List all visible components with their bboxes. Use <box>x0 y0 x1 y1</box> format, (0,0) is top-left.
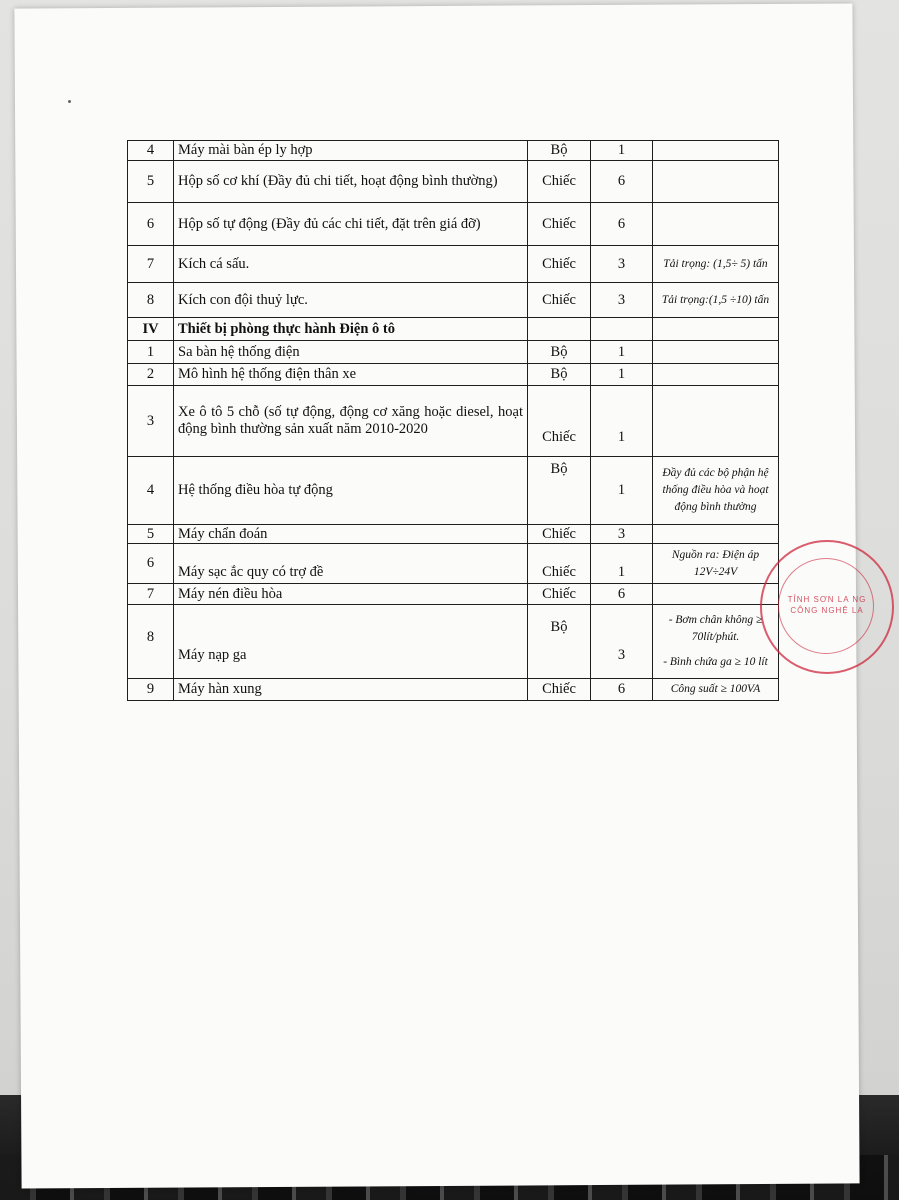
red-stamp <box>760 540 894 674</box>
table-row <box>128 141 779 161</box>
table-row <box>128 246 779 283</box>
row-number: 5 <box>128 161 174 203</box>
row-number: 6 <box>128 544 174 584</box>
item-note <box>653 341 779 364</box>
item-quantity: 3 <box>591 525 653 544</box>
item-note <box>653 318 779 341</box>
item-note <box>653 203 779 246</box>
item-name: Hộp số tự động (Đầy đủ các chi tiết, đặt trên giá đỡ) <box>174 203 528 246</box>
item-note: Tải trọng:(1,5 ÷10) tấn <box>653 283 779 318</box>
item-unit: Bộ <box>528 605 591 679</box>
item-name: Sa bàn hệ thống điện <box>174 341 528 364</box>
item-quantity: 6 <box>591 161 653 203</box>
row-number: 4 <box>128 457 174 525</box>
item-quantity: 6 <box>591 203 653 246</box>
row-number: 8 <box>128 605 174 679</box>
table-row <box>128 679 779 701</box>
section-row <box>128 318 779 341</box>
row-number: 1 <box>128 341 174 364</box>
item-name: Máy chẩn đoán <box>174 525 528 544</box>
item-quantity: 6 <box>591 679 653 701</box>
item-note: Tải trọng: (1,5÷ 5) tấn <box>653 246 779 283</box>
table-row <box>128 203 779 246</box>
row-number: 2 <box>128 364 174 386</box>
item-name: Máy sạc ắc quy có trợ đề <box>174 544 528 584</box>
note-line: - Bình chứa ga ≥ 10 lít <box>663 656 768 668</box>
row-number: 8 <box>128 283 174 318</box>
row-number: 9 <box>128 679 174 701</box>
item-unit: Chiếc <box>528 679 591 701</box>
item-note: Công suất ≥ 100VA <box>653 679 779 701</box>
item-name: Máy nạp ga <box>174 605 528 679</box>
item-quantity: 1 <box>591 364 653 386</box>
table-row <box>128 386 779 457</box>
item-quantity: 1 <box>591 457 653 525</box>
item-name: Xe ô tô 5 chỗ (số tự động, động cơ xăng hoặc diesel, hoạt động bình thường sản xuất năm 2010-2020 <box>174 386 528 457</box>
item-quantity: 1 <box>591 544 653 584</box>
table-row <box>128 544 779 584</box>
table-row <box>128 457 779 525</box>
item-unit: Chiếc <box>528 386 591 457</box>
item-note: Đầy đủ các bộ phận hệ thống điều hòa và hoạt động bình thường <box>653 457 779 525</box>
row-number: 6 <box>128 203 174 246</box>
item-note <box>653 364 779 386</box>
table-row <box>128 605 779 679</box>
table-row <box>128 525 779 544</box>
item-unit: Chiếc <box>528 544 591 584</box>
item-quantity <box>591 318 653 341</box>
row-number: 7 <box>128 246 174 283</box>
table-row <box>128 584 779 605</box>
item-note <box>653 161 779 203</box>
item-quantity: 1 <box>591 386 653 457</box>
item-unit: Chiếc <box>528 283 591 318</box>
item-quantity: 3 <box>591 605 653 679</box>
item-quantity: 3 <box>591 283 653 318</box>
note-line: - Bơm chân không ≥ 70lít/phút. <box>668 614 763 643</box>
item-unit <box>528 318 591 341</box>
item-quantity: 6 <box>591 584 653 605</box>
row-number: 5 <box>128 525 174 544</box>
item-name: Hộp số cơ khí (Đầy đủ chi tiết, hoạt động bình thường) <box>174 161 528 203</box>
table-row <box>128 364 779 386</box>
item-name: Máy nén điều hòa <box>174 584 528 605</box>
item-name: Hệ thống điều hòa tự động <box>174 457 528 525</box>
item-quantity: 3 <box>591 246 653 283</box>
item-unit: Chiếc <box>528 246 591 283</box>
item-unit: Chiếc <box>528 203 591 246</box>
table-row <box>128 161 779 203</box>
item-unit: Bộ <box>528 341 591 364</box>
item-unit: Chiếc <box>528 525 591 544</box>
item-unit: Bộ <box>528 141 591 161</box>
table-row <box>128 283 779 318</box>
item-unit: Chiếc <box>528 584 591 605</box>
item-quantity: 1 <box>591 141 653 161</box>
item-note <box>653 386 779 457</box>
item-note <box>653 141 779 161</box>
stamp-text: TỈNH SƠN LA NG CÔNG NGHỆ LA <box>787 595 867 615</box>
item-unit: Bộ <box>528 457 591 525</box>
row-number: 3 <box>128 386 174 457</box>
item-quantity: 1 <box>591 341 653 364</box>
item-name: Máy mài bàn ép ly hợp <box>174 141 528 161</box>
row-number: 7 <box>128 584 174 605</box>
section-number: IV <box>128 318 174 341</box>
item-unit: Bộ <box>528 364 591 386</box>
item-name: Kích con đội thuỷ lực. <box>174 283 528 318</box>
item-name: Máy hàn xung <box>174 679 528 701</box>
row-number: 4 <box>128 141 174 161</box>
equipment-table <box>127 140 779 701</box>
item-name: Mô hình hệ thống điện thân xe <box>174 364 528 386</box>
item-name: Kích cá sấu. <box>174 246 528 283</box>
table-row <box>128 341 779 364</box>
item-note <box>653 525 779 544</box>
item-unit: Chiếc <box>528 161 591 203</box>
item-note: Nguồn ra: Điện áp 12V÷24V <box>653 544 779 584</box>
paper-speck <box>68 100 71 103</box>
section-title: Thiết bị phòng thực hành Điện ô tô <box>174 318 528 341</box>
